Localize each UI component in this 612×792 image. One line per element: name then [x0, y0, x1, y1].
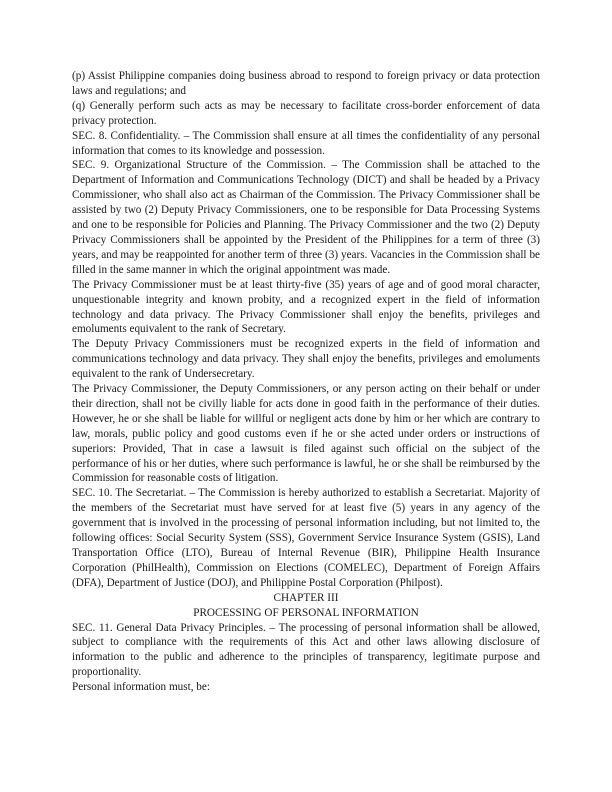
document-page: [72, 69, 540, 695]
chapter-number: CHAPTER III: [273, 591, 339, 604]
paragraph-item-q: (q) Generally perform such acts as may be necessary to facilitate cross-border enforcement of data privacy protection.: [72, 99, 540, 127]
paragraph-item-p: (p) Assist Philippine companies doing business abroad to respond to foreign privacy or data protection laws and regulations; and: [72, 70, 540, 97]
personal-information-list-intro: Personal information must, be:: [72, 681, 210, 694]
commissioner-liability: The Privacy Commissioner, the Deputy Commissioners, or any person acting on their behalf or under their direction, shall not be civilly liable for acts done in good faith in the performance of their duties. However, he or she shall be liable for willful or negligent acts done by him or her which are contrary to law, morals, public policy and good customs even if he or she acted under orders or instructions of superiors: Provided, That in case a lawsuit is filed against such official on the subject of the performance of his or her duties, where such performance is lawful, he or she shall be reimbursed by the Commission for reasonable costs of litigation.: [72, 383, 540, 485]
section-9-organizational-structure: SEC. 9. Organizational Structure of the Commission. – The Commission shall be attached to the Department of Information and Communications Technology (DICT) and shall be headed by a Privacy Commissioner, who shall also act as Chairman of the Commission. The Privacy Commissioner shall be assisted by two (2) Deputy Privacy Commissioners, one to be responsible for Data Processing Systems and one to be responsible for Policies and Planning. The Privacy Commissioner and the two (2) Deputy Privacy Commissioners shall be appointed by the President of the Philippines for a term of three (3) years, and may be reappointed for another term of three (3) years. Vacancies in the Commission shall be filled in the same manner in which the original appointment was made.: [72, 159, 540, 276]
section-10-secretariat: SEC. 10. The Secretariat. – The Commission is hereby authorized to establish a Secretariat. Majority of the members of the Secretariat must have served for at least five (5) years in any agency of the government that is involved in the processing of personal information including, but not limited to, the following offices: Social Security System (SSS), Government Service Insurance System (GSIS), Land Transportation Office (LTO), Bureau of Internal Revenue (BIR), Philippine Health Insurance Corporation (PhilHealth), Commission on Elections (COMELEC), Department of Foreign Affairs (DFA), Department of Justice (DOJ), and Philippine Postal Corporation (Philpost).: [72, 487, 540, 589]
chapter-title: PROCESSING OF PERSONAL INFORMATION: [193, 606, 419, 619]
deputy-commissioners-qualifications: The Deputy Privacy Commissioners must be recognized experts in the field of information and communications technology and data privacy. They shall enjoy the benefits, privileges and emoluments equivalent to the rank of Undersecretary.: [72, 338, 540, 381]
section-11-general-principles: SEC. 11. General Data Privacy Principles. – The processing of personal information shall be allowed, subject to compliance with the requirements of this Act and other laws allowing disclosure of information to the public and adherence to the principles of transparency, legitimate purpose and proportionality.: [72, 621, 540, 679]
privacy-commissioner-qualifications: The Privacy Commissioner must be at least thirty-five (35) years of age and of good moral character, unquestionable integrity and known probity, and a recognized expert in the field of information technology and data privacy. The Privacy Commissioner shall enjoy the benefits, privileges and emoluments equivalent to the rank of Secretary.: [72, 278, 540, 336]
section-8-confidentiality: SEC. 8. Confidentiality. – The Commission shall ensure at all times the confidentiality of any personal information that comes to its knowledge and possession.: [72, 129, 540, 157]
